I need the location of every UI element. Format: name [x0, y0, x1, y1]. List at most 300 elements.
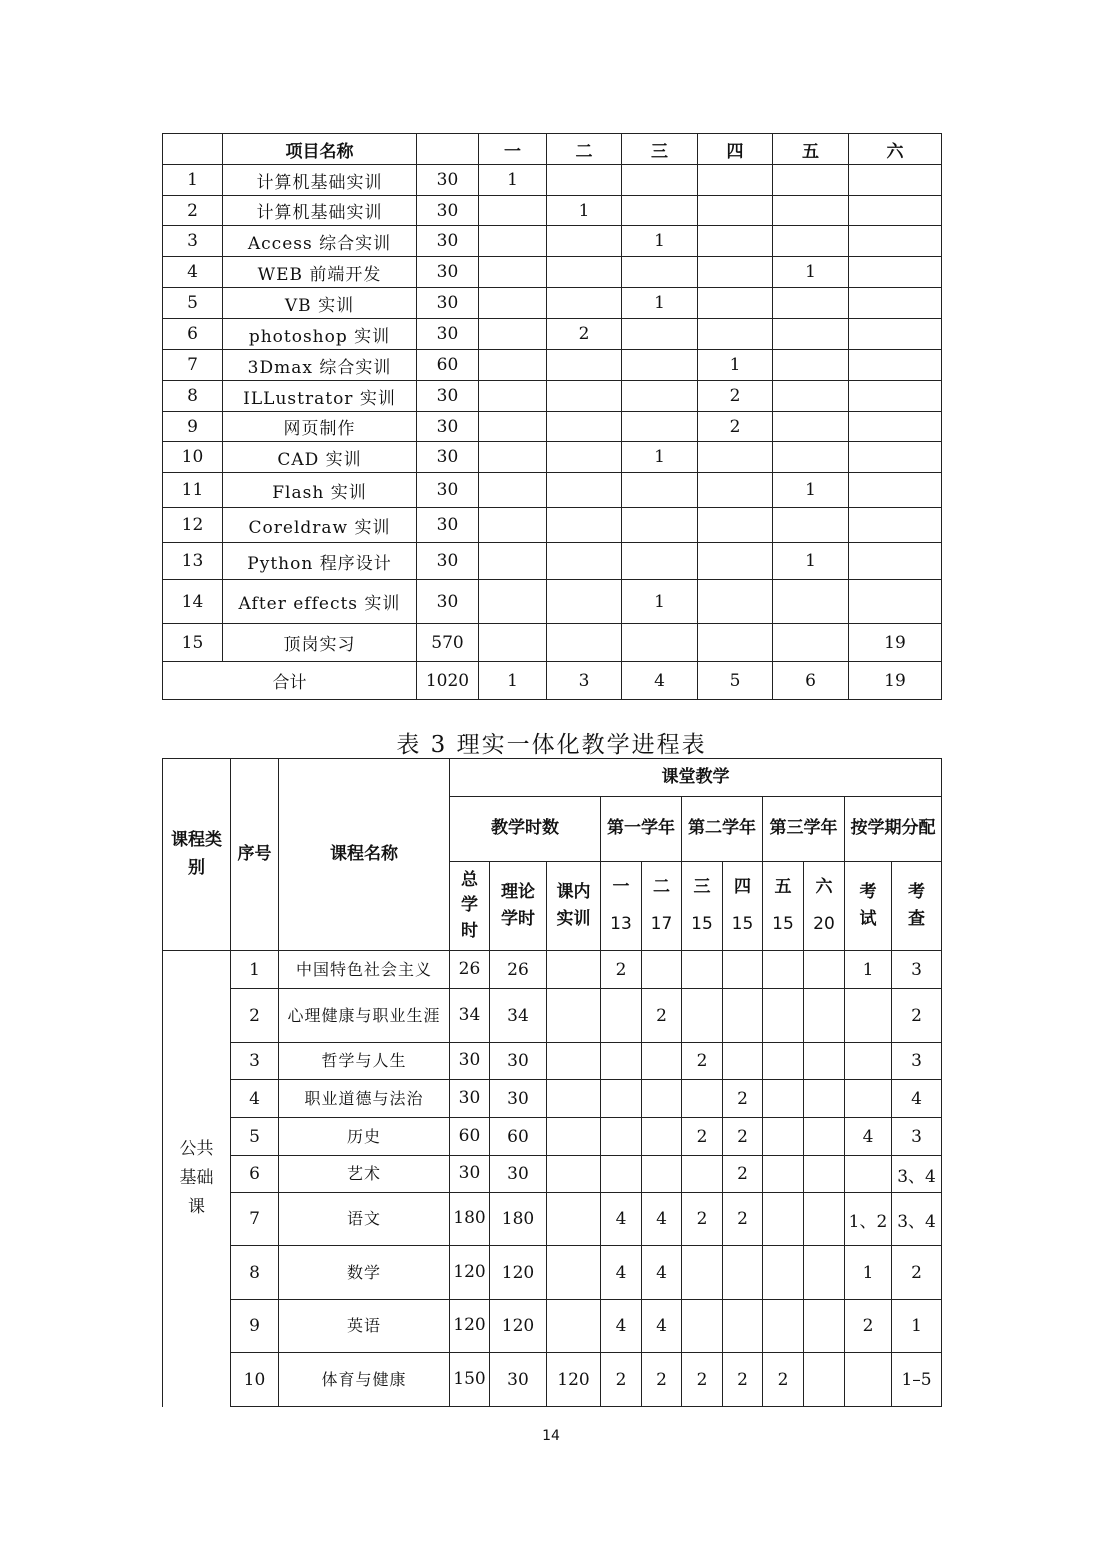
semester-cell [849, 257, 942, 288]
semester-cell [547, 257, 622, 288]
semester-hours-cell [682, 951, 723, 989]
table-row [163, 257, 942, 288]
project-name-cell: Python 程序设计 [223, 543, 417, 580]
semester-cell [479, 473, 547, 508]
table-row [163, 226, 942, 257]
semester-cell [479, 442, 547, 473]
semester-hours-cell [804, 1118, 845, 1156]
serial-cell: 8 [163, 381, 223, 412]
semester-hours-cell [682, 1300, 723, 1353]
header-course-category: 课程类别 [163, 759, 231, 951]
semester-cell [622, 165, 698, 196]
header-sem-4 [723, 862, 763, 951]
semester-cell [698, 196, 773, 226]
semester-cell [698, 508, 773, 543]
header-sem-6 [804, 862, 845, 951]
serial-cell: 1 [231, 951, 279, 989]
hours-cell: 30 [417, 412, 479, 442]
semester-cell: 2 [547, 319, 622, 350]
semester-cell [849, 508, 942, 543]
hours-cell: 30 [417, 508, 479, 543]
semester-cell [849, 226, 942, 257]
semester-hours-cell: 2 [723, 1193, 763, 1246]
exam-semester-cell [845, 1156, 892, 1193]
semester-cell [622, 350, 698, 381]
semester-hours-cell: 2 [601, 951, 642, 989]
table-row [163, 442, 942, 473]
serial-cell: 6 [163, 319, 223, 350]
semester-cell [479, 319, 547, 350]
table-caption: 表 3 理实一体化教学进程表 [396, 732, 707, 758]
semester-cell: 1 [773, 543, 849, 580]
semester-cell [698, 624, 773, 662]
semester-hours-cell: 4 [601, 1193, 642, 1246]
semester-cell [849, 580, 942, 624]
table-row [163, 473, 942, 508]
project-name-cell: VB 实训 [223, 288, 417, 319]
semester-hours-cell [804, 951, 845, 989]
semester-hours-cell: 4 [642, 1300, 682, 1353]
header-exam: 考试 [845, 862, 892, 951]
semester-hours-cell: 2 [601, 1353, 642, 1407]
semester-cell [622, 508, 698, 543]
semester-cell [698, 226, 773, 257]
check-semester-cell: 3 [892, 951, 942, 989]
exam-semester-cell: 1 [845, 951, 892, 989]
practice-hours-cell [547, 1080, 601, 1118]
theory-hours-cell: 60 [490, 1118, 547, 1156]
practice-hours-cell [547, 1043, 601, 1080]
semester-cell [849, 319, 942, 350]
header-year-3: 第三学年 [763, 797, 845, 862]
semester-cell [622, 543, 698, 580]
semester-cell [698, 473, 773, 508]
semester-hours-cell: 2 [723, 1080, 763, 1118]
header-serial-no: 序号 [231, 759, 279, 951]
semester-cell [622, 412, 698, 442]
exam-semester-cell [845, 1043, 892, 1080]
header-year-2: 第二学年 [682, 797, 763, 862]
semester-hours-cell: 2 [682, 1193, 723, 1246]
semester-hours-cell [763, 1246, 804, 1300]
check-semester-cell: 3 [892, 1118, 942, 1156]
serial-cell: 15 [163, 624, 223, 662]
header-cell [163, 134, 223, 165]
semester-cell: 1 [698, 350, 773, 381]
semester-cell: 1 [773, 473, 849, 508]
theory-hours-cell: 180 [490, 1193, 547, 1246]
theory-hours-cell: 34 [490, 989, 547, 1043]
project-name-cell: photoshop 实训 [223, 319, 417, 350]
semester-cell [849, 543, 942, 580]
table-row [163, 381, 942, 412]
hours-cell: 30 [417, 288, 479, 319]
check-semester-cell: 2 [892, 1246, 942, 1300]
project-name-cell: CAD 实训 [223, 442, 417, 473]
semester-hours-cell: 4 [601, 1246, 642, 1300]
course-name-cell: 数学 [279, 1246, 450, 1300]
semester-hours-cell: 2 [763, 1353, 804, 1407]
semester-hours-cell: 2 [682, 1043, 723, 1080]
practice-hours-cell [547, 1300, 601, 1353]
header-teaching-hours: 教学时数 [450, 797, 601, 862]
semester-cell [773, 442, 849, 473]
semester-cell [479, 196, 547, 226]
sem-label: 一 [612, 876, 630, 897]
header-year-1: 第一学年 [601, 797, 682, 862]
serial-cell: 12 [163, 508, 223, 543]
semester-cell: 1 [547, 196, 622, 226]
table-row [163, 1353, 942, 1407]
header-total-hours: 总学时 [450, 862, 490, 951]
total-hours-cell: 60 [450, 1118, 490, 1156]
theory-hours-cell: 30 [490, 1080, 547, 1118]
table1-total-row [163, 662, 942, 700]
course-name-cell: 体育与健康 [279, 1353, 450, 1407]
header-practice-hours: 课内实训 [547, 862, 601, 951]
semester-hours-cell [763, 989, 804, 1043]
theory-hours-cell: 120 [490, 1300, 547, 1353]
practice-hours-cell [547, 1156, 601, 1193]
header-sem-2 [642, 862, 682, 951]
project-name-cell: 3Dmax 综合实训 [223, 350, 417, 381]
semester-hours-cell [601, 1043, 642, 1080]
theory-hours-cell: 30 [490, 1156, 547, 1193]
semester-hours-cell [682, 1156, 723, 1193]
serial-cell: 5 [163, 288, 223, 319]
serial-cell: 7 [231, 1193, 279, 1246]
header-course-name: 课程名称 [279, 759, 450, 951]
course-category-cell: 公共基础课 [163, 951, 231, 1407]
serial-cell: 8 [231, 1246, 279, 1300]
hours-cell: 30 [417, 226, 479, 257]
semester-cell [547, 580, 622, 624]
semester-cell [698, 319, 773, 350]
practice-hours-cell [547, 1193, 601, 1246]
semester-cell [547, 288, 622, 319]
semester-cell [849, 473, 942, 508]
serial-cell: 10 [163, 442, 223, 473]
check-semester-cell: 1 [892, 1300, 942, 1353]
semester-cell [479, 543, 547, 580]
semester-hours-cell: 4 [601, 1300, 642, 1353]
practice-hours-cell [547, 989, 601, 1043]
semester-cell [479, 508, 547, 543]
theory-hours-cell: 26 [490, 951, 547, 989]
total-semester-3: 4 [622, 662, 698, 700]
semester-cell [698, 257, 773, 288]
total-label: 合计 [163, 662, 417, 700]
project-name-cell: 计算机基础实训 [223, 165, 417, 196]
semester-cell [773, 412, 849, 442]
total-semester-5: 6 [773, 662, 849, 700]
serial-cell: 2 [163, 196, 223, 226]
sem-weeks: 17 [650, 914, 673, 934]
semester-hours-cell [804, 1193, 845, 1246]
table-row [163, 508, 942, 543]
semester-cell [547, 442, 622, 473]
semester-hours-cell [804, 1353, 845, 1407]
semester-cell [773, 350, 849, 381]
hours-cell: 30 [417, 543, 479, 580]
semester-cell [773, 580, 849, 624]
course-name-cell: 中国特色社会主义 [279, 951, 450, 989]
header-sem-3 [682, 862, 723, 951]
practice-hours-cell: 120 [547, 1353, 601, 1407]
serial-cell: 5 [231, 1118, 279, 1156]
check-semester-cell: 4 [892, 1080, 942, 1118]
table-row [163, 412, 942, 442]
semester-hours-cell [723, 1246, 763, 1300]
semester-cell [773, 624, 849, 662]
sem-weeks: 15 [772, 914, 794, 934]
header-semester-4: 四 [698, 134, 773, 165]
semester-hours-cell: 2 [723, 1156, 763, 1193]
semester-hours-cell [763, 1193, 804, 1246]
semester-cell [773, 319, 849, 350]
semester-cell [479, 226, 547, 257]
semester-cell [622, 624, 698, 662]
semester-cell [547, 508, 622, 543]
semester-cell [698, 288, 773, 319]
hours-cell: 60 [417, 350, 479, 381]
semester-cell [479, 580, 547, 624]
header-sem-5 [763, 862, 804, 951]
semester-cell [547, 350, 622, 381]
total-hours-cell: 150 [450, 1353, 490, 1407]
semester-hours-cell [601, 1118, 642, 1156]
hours-cell: 30 [417, 196, 479, 226]
practice-hours-cell [547, 1118, 601, 1156]
course-name-cell: 语文 [279, 1193, 450, 1246]
table-row [163, 319, 942, 350]
semester-cell [773, 196, 849, 226]
page-number: 14 [542, 1428, 560, 1444]
project-name-cell: ILLustrator 实训 [223, 381, 417, 412]
serial-cell: 1 [163, 165, 223, 196]
project-name-cell: 顶岗实习 [223, 624, 417, 662]
semester-cell [479, 381, 547, 412]
table-row [163, 1118, 942, 1156]
semester-hours-cell [763, 1043, 804, 1080]
semester-hours-cell: 2 [723, 1353, 763, 1407]
check-semester-cell: 3 [892, 1043, 942, 1080]
course-name-cell: 心理健康与职业生涯 [279, 989, 450, 1043]
semester-hours-cell [804, 1080, 845, 1118]
semester-hours-cell [804, 1246, 845, 1300]
semester-hours-cell [642, 1118, 682, 1156]
serial-cell: 3 [163, 226, 223, 257]
total-semester-4: 5 [698, 662, 773, 700]
exam-semester-cell: 1、2 [845, 1193, 892, 1246]
semester-hours-cell [642, 951, 682, 989]
semester-cell [479, 412, 547, 442]
check-semester-cell: 2 [892, 989, 942, 1043]
header-cell [417, 134, 479, 165]
semester-cell [547, 624, 622, 662]
project-name-cell: 计算机基础实训 [223, 196, 417, 226]
hours-cell: 30 [417, 319, 479, 350]
project-name-cell: Flash 实训 [223, 473, 417, 508]
table-row [163, 1043, 942, 1080]
semester-cell [547, 412, 622, 442]
sem-weeks: 15 [691, 914, 713, 934]
check-semester-cell: 3、4 [892, 1156, 942, 1193]
semester-cell [479, 288, 547, 319]
total-semester-2: 3 [547, 662, 622, 700]
serial-cell: 9 [163, 412, 223, 442]
semester-cell: 2 [698, 381, 773, 412]
serial-cell: 10 [231, 1353, 279, 1407]
semester-cell [698, 580, 773, 624]
hours-cell: 30 [417, 473, 479, 508]
header-classroom-teaching: 课堂教学 [450, 759, 942, 797]
project-name-cell: 网页制作 [223, 412, 417, 442]
semester-hours-cell [723, 989, 763, 1043]
semester-cell [773, 288, 849, 319]
hours-cell: 570 [417, 624, 479, 662]
total-hours-cell: 34 [450, 989, 490, 1043]
semester-hours-cell [763, 1300, 804, 1353]
table1-header-row [163, 134, 942, 165]
exam-semester-cell [845, 1353, 892, 1407]
semester-cell: 1 [622, 226, 698, 257]
header-semester-3: 三 [622, 134, 698, 165]
table-row [163, 350, 942, 381]
theory-hours-cell: 30 [490, 1353, 547, 1407]
header-project-name: 项目名称 [223, 134, 417, 165]
semester-cell [773, 381, 849, 412]
header-semester-5: 五 [773, 134, 849, 165]
header-check: 考查 [892, 862, 942, 951]
header-by-semester: 按学期分配 [845, 797, 942, 862]
semester-hours-cell [723, 1300, 763, 1353]
sem-label: 六 [815, 876, 833, 897]
exam-semester-cell: 1 [845, 1246, 892, 1300]
serial-cell: 6 [231, 1156, 279, 1193]
project-name-cell: After effects 实训 [223, 580, 417, 624]
semester-cell [547, 473, 622, 508]
semester-cell [849, 288, 942, 319]
hours-cell: 30 [417, 442, 479, 473]
table-row [163, 1193, 942, 1246]
semester-cell [698, 442, 773, 473]
semester-hours-cell: 2 [723, 1118, 763, 1156]
table-row [163, 1080, 942, 1118]
semester-cell [622, 196, 698, 226]
total-semester-1: 1 [479, 662, 547, 700]
course-name-cell: 艺术 [279, 1156, 450, 1193]
semester-hours-cell [642, 1080, 682, 1118]
semester-cell [622, 473, 698, 508]
semester-hours-cell: 4 [642, 1193, 682, 1246]
header-theory-hours: 理论学时 [490, 862, 547, 951]
table-row [163, 543, 942, 580]
sem-weeks: 15 [731, 914, 754, 934]
check-semester-cell: 1–5 [892, 1353, 942, 1407]
semester-cell [479, 624, 547, 662]
semester-hours-cell [682, 1080, 723, 1118]
semester-cell [698, 165, 773, 196]
header-semester-6: 六 [849, 134, 942, 165]
semester-hours-cell [723, 951, 763, 989]
semester-cell: 2 [698, 412, 773, 442]
hours-cell: 30 [417, 257, 479, 288]
total-hours-cell: 30 [450, 1043, 490, 1080]
project-name-cell: Coreldraw 实训 [223, 508, 417, 543]
table-row [163, 1156, 942, 1193]
serial-cell: 4 [231, 1080, 279, 1118]
check-semester-cell: 3、4 [892, 1193, 942, 1246]
sem-weeks: 20 [813, 914, 835, 934]
training-projects-table [162, 133, 942, 700]
practice-hours-cell [547, 951, 601, 989]
semester-cell [698, 543, 773, 580]
semester-cell: 1 [622, 288, 698, 319]
table-row [163, 288, 942, 319]
semester-cell [773, 165, 849, 196]
semester-cell: 1 [479, 165, 547, 196]
semester-cell [773, 226, 849, 257]
semester-hours-cell [723, 1043, 763, 1080]
table-row [163, 1246, 942, 1300]
semester-cell: 19 [849, 624, 942, 662]
serial-cell: 13 [163, 543, 223, 580]
semester-hours-cell [601, 1080, 642, 1118]
semester-hours-cell [682, 1246, 723, 1300]
semester-hours-cell [601, 989, 642, 1043]
hours-cell: 30 [417, 165, 479, 196]
exam-semester-cell: 2 [845, 1300, 892, 1353]
table-row [163, 989, 942, 1043]
serial-cell: 2 [231, 989, 279, 1043]
semester-hours-cell [642, 1156, 682, 1193]
semester-cell [849, 350, 942, 381]
hours-cell: 30 [417, 381, 479, 412]
table-row [163, 951, 942, 989]
semester-hours-cell [804, 1156, 845, 1193]
semester-cell [849, 381, 942, 412]
serial-cell: 3 [231, 1043, 279, 1080]
semester-hours-cell [601, 1156, 642, 1193]
header-semester-1: 一 [479, 134, 547, 165]
semester-cell: 1 [622, 580, 698, 624]
semester-hours-cell [763, 1080, 804, 1118]
teaching-progress-table [162, 758, 942, 1407]
course-name-cell: 历史 [279, 1118, 450, 1156]
semester-cell [849, 412, 942, 442]
sem-label: 四 [734, 876, 751, 897]
sem-label: 五 [774, 876, 792, 897]
semester-cell [547, 165, 622, 196]
total-hours: 1020 [417, 662, 479, 700]
sem-label: 三 [693, 876, 711, 897]
total-hours-cell: 120 [450, 1300, 490, 1353]
semester-cell [849, 442, 942, 473]
semester-cell [849, 165, 942, 196]
sem-weeks: 13 [610, 914, 632, 934]
semester-cell [622, 257, 698, 288]
semester-cell [479, 257, 547, 288]
semester-hours-cell [682, 989, 723, 1043]
semester-hours-cell [763, 1156, 804, 1193]
table-row [163, 580, 942, 624]
semester-hours-cell [804, 1300, 845, 1353]
project-name-cell: Access 综合实训 [223, 226, 417, 257]
header-sem-1 [601, 862, 642, 951]
table-row [163, 624, 942, 662]
table-row [163, 1300, 942, 1353]
